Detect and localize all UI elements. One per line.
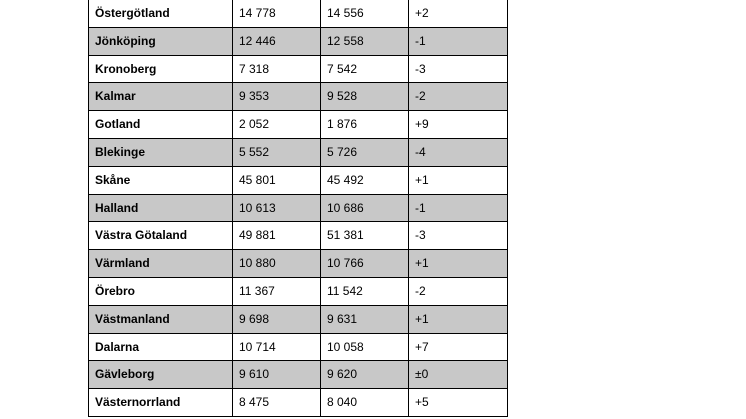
change-cell: -1 <box>409 194 508 222</box>
county-cell: Örebro <box>89 277 233 305</box>
change-cell: -1 <box>409 27 508 55</box>
value-b-cell: 10 058 <box>321 333 409 361</box>
value-b-cell: 7 542 <box>321 55 409 83</box>
table-row <box>89 0 508 27</box>
value-b-cell: 8 040 <box>321 389 409 417</box>
value-a-cell: 45 801 <box>233 166 321 194</box>
table-row <box>89 250 508 278</box>
change-cell: -2 <box>409 277 508 305</box>
value-b-cell: 5 726 <box>321 138 409 166</box>
value-a-cell: 10 714 <box>233 333 321 361</box>
table-row <box>89 389 508 417</box>
table-row <box>89 305 508 333</box>
table-row <box>89 361 508 389</box>
change-cell: -3 <box>409 55 508 83</box>
county-cell: Värmland <box>89 250 233 278</box>
county-cell: Blekinge <box>89 138 233 166</box>
value-b-cell: 10 766 <box>321 250 409 278</box>
county-cell: Halland <box>89 194 233 222</box>
value-a-cell: 9 610 <box>233 361 321 389</box>
change-cell: +1 <box>409 305 508 333</box>
value-a-cell: 9 353 <box>233 83 321 111</box>
change-cell: ±0 <box>409 361 508 389</box>
change-cell: +1 <box>409 250 508 278</box>
change-cell: -3 <box>409 222 508 250</box>
value-b-cell: 1 876 <box>321 111 409 139</box>
value-b-cell: 14 556 <box>321 0 409 27</box>
value-b-cell: 12 558 <box>321 27 409 55</box>
change-cell: -4 <box>409 138 508 166</box>
change-cell: +1 <box>409 166 508 194</box>
county-table <box>88 0 508 417</box>
value-a-cell: 9 698 <box>233 305 321 333</box>
county-cell: Västra Götaland <box>89 222 233 250</box>
value-a-cell: 49 881 <box>233 222 321 250</box>
value-a-cell: 14 778 <box>233 0 321 27</box>
county-cell: Jönköping <box>89 27 233 55</box>
value-a-cell: 5 552 <box>233 138 321 166</box>
change-cell: +5 <box>409 389 508 417</box>
value-b-cell: 9 620 <box>321 361 409 389</box>
table-row <box>89 55 508 83</box>
county-cell: Kalmar <box>89 83 233 111</box>
county-cell: Västernorrland <box>89 389 233 417</box>
table-row <box>89 138 508 166</box>
value-a-cell: 10 613 <box>233 194 321 222</box>
county-cell: Östergötland <box>89 0 233 27</box>
county-cell: Gotland <box>89 111 233 139</box>
table-row <box>89 194 508 222</box>
change-cell: +7 <box>409 333 508 361</box>
table-row <box>89 166 508 194</box>
table-row <box>89 27 508 55</box>
county-cell: Dalarna <box>89 333 233 361</box>
county-cell: Skåne <box>89 166 233 194</box>
value-b-cell: 45 492 <box>321 166 409 194</box>
value-b-cell: 9 528 <box>321 83 409 111</box>
value-a-cell: 8 475 <box>233 389 321 417</box>
change-cell: +9 <box>409 111 508 139</box>
table-row <box>89 333 508 361</box>
value-a-cell: 7 318 <box>233 55 321 83</box>
county-table-container <box>88 0 507 417</box>
value-b-cell: 10 686 <box>321 194 409 222</box>
table-row <box>89 277 508 305</box>
change-cell: -2 <box>409 83 508 111</box>
value-b-cell: 11 542 <box>321 277 409 305</box>
value-a-cell: 12 446 <box>233 27 321 55</box>
table-row <box>89 83 508 111</box>
value-a-cell: 11 367 <box>233 277 321 305</box>
value-b-cell: 51 381 <box>321 222 409 250</box>
table-row <box>89 111 508 139</box>
value-b-cell: 9 631 <box>321 305 409 333</box>
county-cell: Västmanland <box>89 305 233 333</box>
value-a-cell: 2 052 <box>233 111 321 139</box>
county-cell: Kronoberg <box>89 55 233 83</box>
table-row <box>89 222 508 250</box>
table-body <box>89 0 508 416</box>
value-a-cell: 10 880 <box>233 250 321 278</box>
change-cell: +2 <box>409 0 508 27</box>
county-cell: Gävleborg <box>89 361 233 389</box>
